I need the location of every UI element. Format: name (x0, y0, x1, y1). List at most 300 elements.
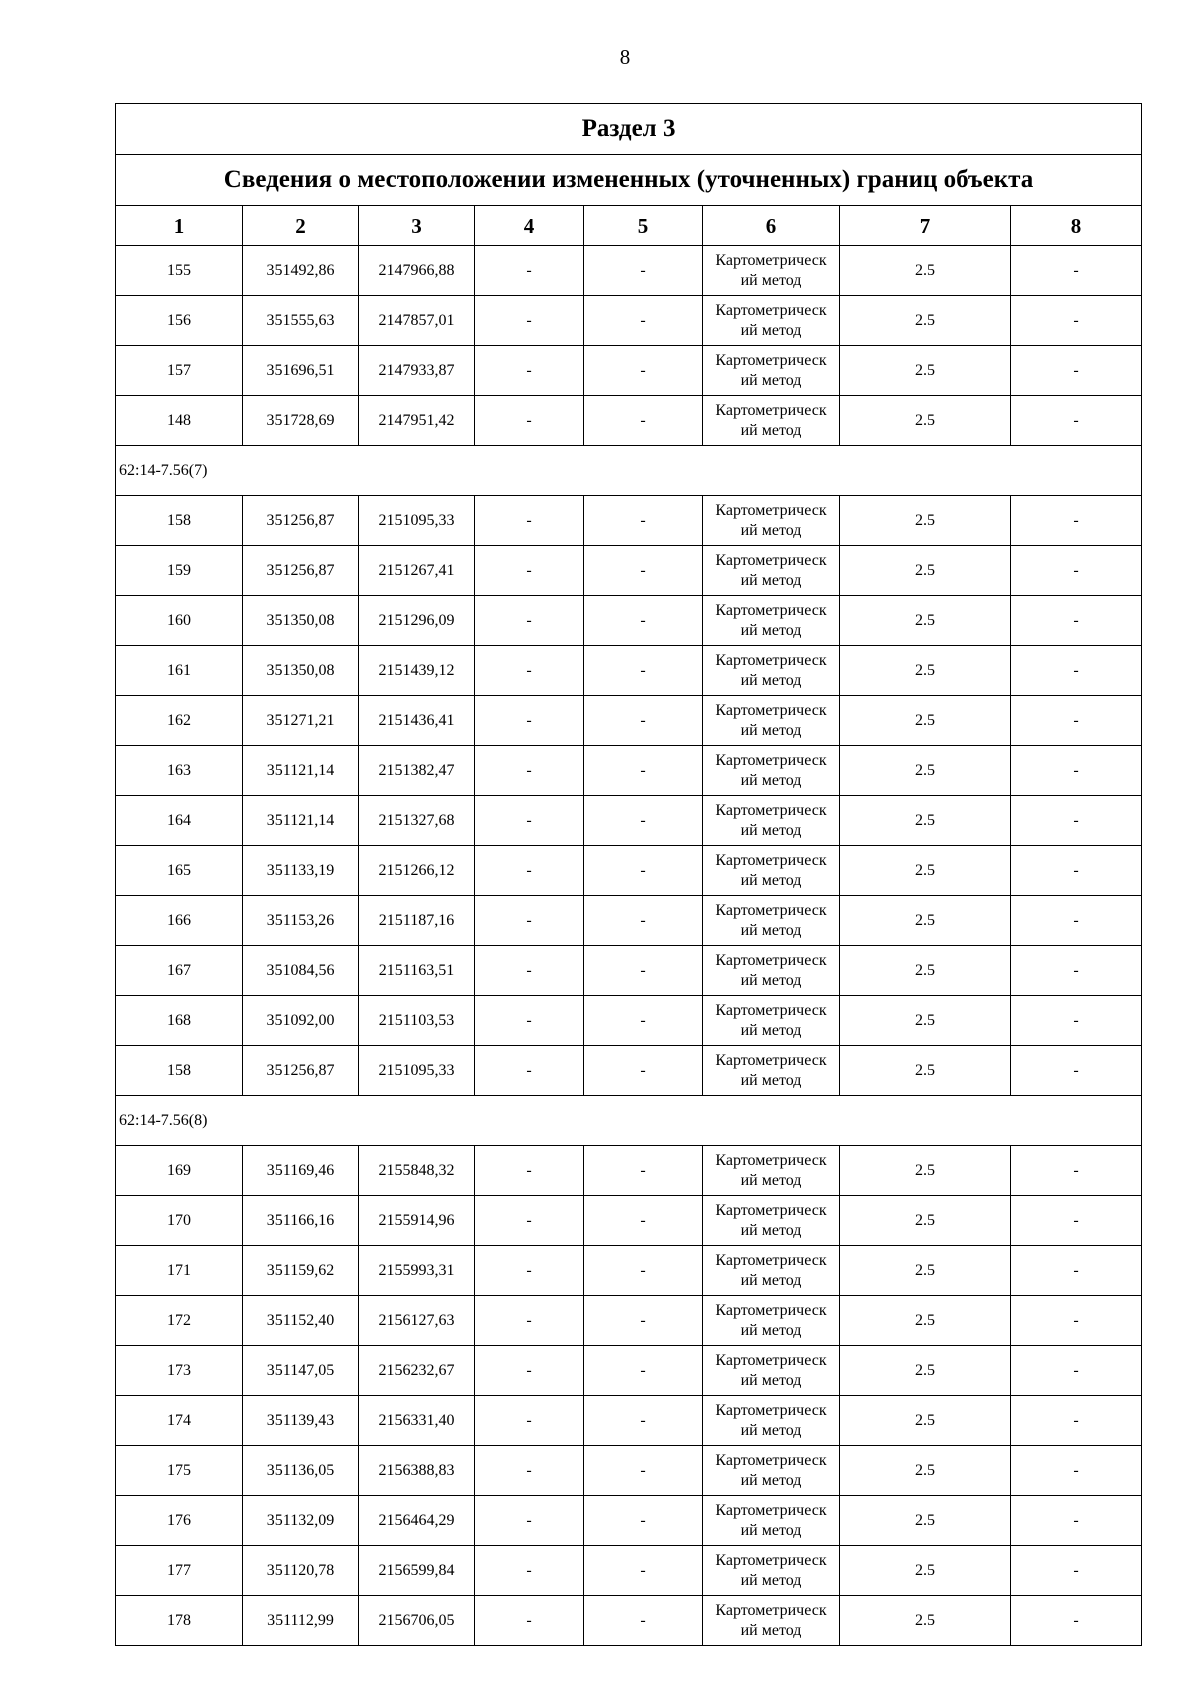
method-line-1: Картометрическ (715, 351, 827, 369)
group-label: 62:14-7.56(8) (116, 1096, 1142, 1146)
accuracy-cell: 2.5 (840, 1596, 1011, 1646)
method-cell (703, 696, 840, 746)
column-4-cell: - (475, 1146, 584, 1196)
x-coordinate-cell: 351153,26 (243, 896, 359, 946)
method-cell (703, 946, 840, 996)
point-number-cell: 148 (116, 396, 243, 446)
y-coordinate-cell: 2151095,33 (359, 496, 475, 546)
x-coordinate-cell: 351256,87 (243, 496, 359, 546)
column-5-cell: - (584, 246, 703, 296)
point-number-cell: 171 (116, 1246, 243, 1296)
column-5-cell: - (584, 1246, 703, 1296)
column-4-cell: - (475, 1446, 584, 1496)
column-8-cell: - (1011, 396, 1142, 446)
column-8-cell: - (1011, 496, 1142, 546)
accuracy-cell: 2.5 (840, 596, 1011, 646)
column-5-cell: - (584, 1546, 703, 1596)
column-4-cell: - (475, 896, 584, 946)
method-line-2: ий метод (740, 271, 802, 289)
column-4-cell: - (475, 846, 584, 896)
accuracy-cell: 2.5 (840, 246, 1011, 296)
column-4-cell: - (475, 946, 584, 996)
accuracy-cell: 2.5 (840, 946, 1011, 996)
column-4-cell: - (475, 346, 584, 396)
point-number-cell: 176 (116, 1496, 243, 1546)
column-5-cell: - (584, 1046, 703, 1096)
accuracy-cell: 2.5 (840, 696, 1011, 746)
accuracy-cell: 2.5 (840, 1546, 1011, 1596)
x-coordinate-cell: 351133,19 (243, 846, 359, 896)
method-line-1: Картометрическ (715, 551, 827, 569)
column-8-cell: - (1011, 746, 1142, 796)
method-line-1: Картометрическ (715, 1551, 827, 1569)
column-4-cell: - (475, 1296, 584, 1346)
x-coordinate-cell: 351084,56 (243, 946, 359, 996)
x-coordinate-cell: 351136,05 (243, 1446, 359, 1496)
column-4-cell: - (475, 746, 584, 796)
method-line-2: ий метод (740, 521, 802, 539)
accuracy-cell: 2.5 (840, 496, 1011, 546)
accuracy-cell: 2.5 (840, 646, 1011, 696)
method-cell (703, 296, 840, 346)
accuracy-cell: 2.5 (840, 1346, 1011, 1396)
method-cell (703, 996, 840, 1046)
group-header-row (116, 446, 1142, 496)
method-line-1: Картометрическ (715, 301, 827, 319)
table-row (116, 1246, 1142, 1296)
y-coordinate-cell: 2151095,33 (359, 1046, 475, 1096)
accuracy-cell: 2.5 (840, 796, 1011, 846)
column-5-cell: - (584, 1496, 703, 1546)
method-line-1: Картометрическ (715, 1301, 827, 1319)
column-5-cell: - (584, 296, 703, 346)
method-line-2: ий метод (740, 1421, 802, 1439)
method-line-2: ий метод (740, 621, 802, 639)
point-number-cell: 175 (116, 1446, 243, 1496)
column-5-cell: - (584, 1346, 703, 1396)
x-coordinate-cell: 351132,09 (243, 1496, 359, 1546)
column-4-cell: - (475, 1196, 584, 1246)
table-row (116, 796, 1142, 846)
column-8-cell: - (1011, 1196, 1142, 1246)
method-line-1: Картометрическ (715, 951, 827, 969)
column-8-cell: - (1011, 1046, 1142, 1096)
table-row (116, 896, 1142, 946)
method-line-1: Картометрическ (715, 1401, 827, 1419)
column-number: 2 (243, 206, 359, 246)
column-4-cell: - (475, 696, 584, 746)
x-coordinate-cell: 351121,14 (243, 796, 359, 846)
column-4-cell: - (475, 1396, 584, 1446)
column-5-cell: - (584, 896, 703, 946)
x-coordinate-cell: 351350,08 (243, 646, 359, 696)
point-number-cell: 165 (116, 846, 243, 896)
column-number: 6 (703, 206, 840, 246)
column-8-cell: - (1011, 696, 1142, 746)
point-number-cell: 167 (116, 946, 243, 996)
y-coordinate-cell: 2156706,05 (359, 1596, 475, 1646)
point-number-cell: 168 (116, 996, 243, 1046)
column-4-cell: - (475, 546, 584, 596)
column-5-cell: - (584, 646, 703, 696)
column-8-cell: - (1011, 596, 1142, 646)
column-8-cell: - (1011, 246, 1142, 296)
column-4-cell: - (475, 646, 584, 696)
column-5-cell: - (584, 1296, 703, 1346)
column-5-cell: - (584, 1596, 703, 1646)
method-cell (703, 1246, 840, 1296)
x-coordinate-cell: 351492,86 (243, 246, 359, 296)
column-8-cell: - (1011, 346, 1142, 396)
x-coordinate-cell: 351152,40 (243, 1296, 359, 1346)
column-5-cell: - (584, 1146, 703, 1196)
y-coordinate-cell: 2151382,47 (359, 746, 475, 796)
method-line-2: ий метод (740, 721, 802, 739)
column-8-cell: - (1011, 1596, 1142, 1646)
method-line-2: ий метод (740, 1321, 802, 1339)
table-row (116, 1546, 1142, 1596)
y-coordinate-cell: 2156388,83 (359, 1446, 475, 1496)
accuracy-cell: 2.5 (840, 1146, 1011, 1196)
table-row (116, 296, 1142, 346)
method-line-1: Картометрическ (715, 651, 827, 669)
method-cell (703, 1596, 840, 1646)
method-cell (703, 246, 840, 296)
method-line-1: Картометрическ (715, 501, 827, 519)
column-5-cell: - (584, 596, 703, 646)
column-4-cell: - (475, 246, 584, 296)
y-coordinate-cell: 2155993,31 (359, 1246, 475, 1296)
method-cell (703, 896, 840, 946)
method-line-2: ий метод (740, 871, 802, 889)
point-number-cell: 162 (116, 696, 243, 746)
y-coordinate-cell: 2151267,41 (359, 546, 475, 596)
table-row (116, 346, 1142, 396)
method-cell (703, 1546, 840, 1596)
table-row (116, 1146, 1142, 1196)
table-row (116, 596, 1142, 646)
accuracy-cell: 2.5 (840, 1046, 1011, 1096)
x-coordinate-cell: 351555,63 (243, 296, 359, 346)
method-cell (703, 546, 840, 596)
table-row (116, 1346, 1142, 1396)
point-number-cell: 166 (116, 896, 243, 946)
column-8-cell: - (1011, 646, 1142, 696)
method-line-2: ий метод (740, 1271, 802, 1289)
table-row (116, 496, 1142, 546)
method-cell (703, 846, 840, 896)
method-cell (703, 596, 840, 646)
method-line-2: ий метод (740, 1371, 802, 1389)
x-coordinate-cell: 351728,69 (243, 396, 359, 446)
y-coordinate-cell: 2155914,96 (359, 1196, 475, 1246)
y-coordinate-cell: 2147933,87 (359, 346, 475, 396)
column-4-cell: - (475, 496, 584, 546)
method-line-1: Картометрическ (715, 801, 827, 819)
method-line-1: Картометрическ (715, 901, 827, 919)
method-line-2: ий метод (740, 771, 802, 789)
y-coordinate-cell: 2151439,12 (359, 646, 475, 696)
y-coordinate-cell: 2155848,32 (359, 1146, 475, 1196)
y-coordinate-cell: 2156232,67 (359, 1346, 475, 1396)
point-number-cell: 159 (116, 546, 243, 596)
method-cell (703, 1496, 840, 1546)
method-line-2: ий метод (740, 1571, 802, 1589)
point-number-cell: 170 (116, 1196, 243, 1246)
y-coordinate-cell: 2156331,40 (359, 1396, 475, 1446)
y-coordinate-cell: 2156464,29 (359, 1496, 475, 1546)
column-8-cell: - (1011, 1546, 1142, 1596)
table-row (116, 1296, 1142, 1346)
column-number-row (116, 206, 1142, 246)
x-coordinate-cell: 351696,51 (243, 346, 359, 396)
y-coordinate-cell: 2151436,41 (359, 696, 475, 746)
y-coordinate-cell: 2151187,16 (359, 896, 475, 946)
column-8-cell: - (1011, 796, 1142, 846)
column-5-cell: - (584, 1446, 703, 1496)
x-coordinate-cell: 351256,87 (243, 1046, 359, 1096)
table-row (116, 1046, 1142, 1096)
method-cell (703, 746, 840, 796)
point-number-cell: 174 (116, 1396, 243, 1446)
x-coordinate-cell: 351120,78 (243, 1546, 359, 1596)
method-line-2: ий метод (740, 571, 802, 589)
column-5-cell: - (584, 996, 703, 1046)
section-title: Раздел 3 (116, 104, 1142, 155)
section-subtitle: Сведения о местоположении измененных (уточненных) границ объекта (116, 155, 1142, 206)
accuracy-cell: 2.5 (840, 996, 1011, 1046)
column-8-cell: - (1011, 996, 1142, 1046)
column-4-cell: - (475, 1346, 584, 1396)
point-number-cell: 158 (116, 496, 243, 546)
column-5-cell: - (584, 496, 703, 546)
column-4-cell: - (475, 296, 584, 346)
x-coordinate-cell: 351147,05 (243, 1346, 359, 1396)
column-4-cell: - (475, 796, 584, 846)
column-8-cell: - (1011, 1296, 1142, 1346)
table-row (116, 1446, 1142, 1496)
column-5-cell: - (584, 946, 703, 996)
table-row (116, 1196, 1142, 1246)
method-cell (703, 1446, 840, 1496)
column-4-cell: - (475, 396, 584, 446)
point-number-cell: 160 (116, 596, 243, 646)
method-line-2: ий метод (740, 1071, 802, 1089)
accuracy-cell: 2.5 (840, 846, 1011, 896)
column-5-cell: - (584, 1396, 703, 1446)
accuracy-cell: 2.5 (840, 1196, 1011, 1246)
point-number-cell: 157 (116, 346, 243, 396)
method-line-1: Картометрическ (715, 751, 827, 769)
column-4-cell: - (475, 1496, 584, 1546)
point-number-cell: 161 (116, 646, 243, 696)
method-line-2: ий метод (740, 421, 802, 439)
point-number-cell: 178 (116, 1596, 243, 1646)
group-header-row (116, 1096, 1142, 1146)
x-coordinate-cell: 351139,43 (243, 1396, 359, 1446)
method-line-2: ий метод (740, 671, 802, 689)
x-coordinate-cell: 351121,14 (243, 746, 359, 796)
column-4-cell: - (475, 996, 584, 1046)
column-8-cell: - (1011, 1146, 1142, 1196)
x-coordinate-cell: 351256,87 (243, 546, 359, 596)
method-line-1: Картометрическ (715, 851, 827, 869)
method-cell (703, 496, 840, 546)
column-8-cell: - (1011, 1346, 1142, 1396)
accuracy-cell: 2.5 (840, 896, 1011, 946)
x-coordinate-cell: 351169,46 (243, 1146, 359, 1196)
y-coordinate-cell: 2151296,09 (359, 596, 475, 646)
column-4-cell: - (475, 1046, 584, 1096)
table-row (116, 846, 1142, 896)
x-coordinate-cell: 351159,62 (243, 1246, 359, 1296)
method-line-2: ий метод (740, 921, 802, 939)
method-line-1: Картометрическ (715, 1601, 827, 1619)
table-row (116, 746, 1142, 796)
method-line-2: ий метод (740, 1021, 802, 1039)
method-line-1: Картометрическ (715, 401, 827, 419)
y-coordinate-cell: 2156127,63 (359, 1296, 475, 1346)
column-8-cell: - (1011, 296, 1142, 346)
column-5-cell: - (584, 846, 703, 896)
column-4-cell: - (475, 596, 584, 646)
x-coordinate-cell: 351112,99 (243, 1596, 359, 1646)
column-5-cell: - (584, 796, 703, 846)
column-number: 3 (359, 206, 475, 246)
method-line-1: Картометрическ (715, 601, 827, 619)
column-5-cell: - (584, 1196, 703, 1246)
column-8-cell: - (1011, 1396, 1142, 1446)
method-line-1: Картометрическ (715, 701, 827, 719)
method-line-2: ий метод (740, 821, 802, 839)
table-row (116, 696, 1142, 746)
method-cell (703, 796, 840, 846)
method-cell (703, 346, 840, 396)
column-number: 7 (840, 206, 1011, 246)
y-coordinate-cell: 2156599,84 (359, 1546, 475, 1596)
accuracy-cell: 2.5 (840, 396, 1011, 446)
method-line-1: Картометрическ (715, 1251, 827, 1269)
point-number-cell: 164 (116, 796, 243, 846)
column-4-cell: - (475, 1246, 584, 1296)
accuracy-cell: 2.5 (840, 1496, 1011, 1546)
table-row (116, 1496, 1142, 1546)
x-coordinate-cell: 351092,00 (243, 996, 359, 1046)
point-number-cell: 163 (116, 746, 243, 796)
method-cell (703, 1046, 840, 1096)
method-line-1: Картометрическ (715, 1351, 827, 1369)
y-coordinate-cell: 2147857,01 (359, 296, 475, 346)
column-5-cell: - (584, 546, 703, 596)
column-5-cell: - (584, 746, 703, 796)
column-8-cell: - (1011, 1246, 1142, 1296)
section-title-row (116, 104, 1142, 155)
y-coordinate-cell: 2151103,53 (359, 996, 475, 1046)
method-line-1: Картометрическ (715, 1501, 827, 1519)
y-coordinate-cell: 2151266,12 (359, 846, 475, 896)
x-coordinate-cell: 351166,16 (243, 1196, 359, 1246)
table-row (116, 1596, 1142, 1646)
point-number-cell: 158 (116, 1046, 243, 1096)
method-cell (703, 1296, 840, 1346)
column-8-cell: - (1011, 1496, 1142, 1546)
point-number-cell: 177 (116, 1546, 243, 1596)
column-5-cell: - (584, 396, 703, 446)
y-coordinate-cell: 2147951,42 (359, 396, 475, 446)
column-number: 8 (1011, 206, 1142, 246)
method-line-2: ий метод (740, 1171, 802, 1189)
column-4-cell: - (475, 1546, 584, 1596)
page-number: 8 (619, 45, 631, 69)
method-line-2: ий метод (740, 1621, 802, 1639)
method-cell (703, 396, 840, 446)
method-line-1: Картометрическ (715, 1201, 827, 1219)
method-line-2: ий метод (740, 971, 802, 989)
column-8-cell: - (1011, 946, 1142, 996)
method-cell (703, 646, 840, 696)
method-line-2: ий метод (740, 1221, 802, 1239)
column-8-cell: - (1011, 546, 1142, 596)
y-coordinate-cell: 2151163,51 (359, 946, 475, 996)
method-line-1: Картометрическ (715, 1051, 827, 1069)
point-number-cell: 169 (116, 1146, 243, 1196)
accuracy-cell: 2.5 (840, 546, 1011, 596)
table-row (116, 946, 1142, 996)
point-number-cell: 173 (116, 1346, 243, 1396)
column-5-cell: - (584, 346, 703, 396)
table-row (116, 646, 1142, 696)
method-line-2: ий метод (740, 1521, 802, 1539)
accuracy-cell: 2.5 (840, 1296, 1011, 1346)
column-8-cell: - (1011, 896, 1142, 946)
method-line-2: ий метод (740, 321, 802, 339)
x-coordinate-cell: 351350,08 (243, 596, 359, 646)
accuracy-cell: 2.5 (840, 746, 1011, 796)
method-cell (703, 1396, 840, 1446)
column-5-cell: - (584, 696, 703, 746)
method-line-2: ий метод (740, 371, 802, 389)
method-line-1: Картометрическ (715, 1451, 827, 1469)
accuracy-cell: 2.5 (840, 1396, 1011, 1446)
accuracy-cell: 2.5 (840, 296, 1011, 346)
point-number-cell: 156 (116, 296, 243, 346)
column-number: 4 (475, 206, 584, 246)
column-4-cell: - (475, 1596, 584, 1646)
table-row (116, 996, 1142, 1046)
column-8-cell: - (1011, 846, 1142, 896)
point-number-cell: 155 (116, 246, 243, 296)
accuracy-cell: 2.5 (840, 1446, 1011, 1496)
section-subtitle-row (116, 155, 1142, 206)
point-number-cell: 172 (116, 1296, 243, 1346)
y-coordinate-cell: 2147966,88 (359, 246, 475, 296)
column-number: 1 (116, 206, 243, 246)
column-number: 5 (584, 206, 703, 246)
group-label: 62:14-7.56(7) (116, 446, 1142, 496)
method-line-1: Картометрическ (715, 1151, 827, 1169)
accuracy-cell: 2.5 (840, 346, 1011, 396)
column-8-cell: - (1011, 1446, 1142, 1496)
method-cell (703, 1146, 840, 1196)
y-coordinate-cell: 2151327,68 (359, 796, 475, 846)
table-row (116, 546, 1142, 596)
table-row (116, 1396, 1142, 1446)
x-coordinate-cell: 351271,21 (243, 696, 359, 746)
accuracy-cell: 2.5 (840, 1246, 1011, 1296)
method-line-1: Картометрическ (715, 251, 827, 269)
method-cell (703, 1196, 840, 1246)
method-line-2: ий метод (740, 1471, 802, 1489)
